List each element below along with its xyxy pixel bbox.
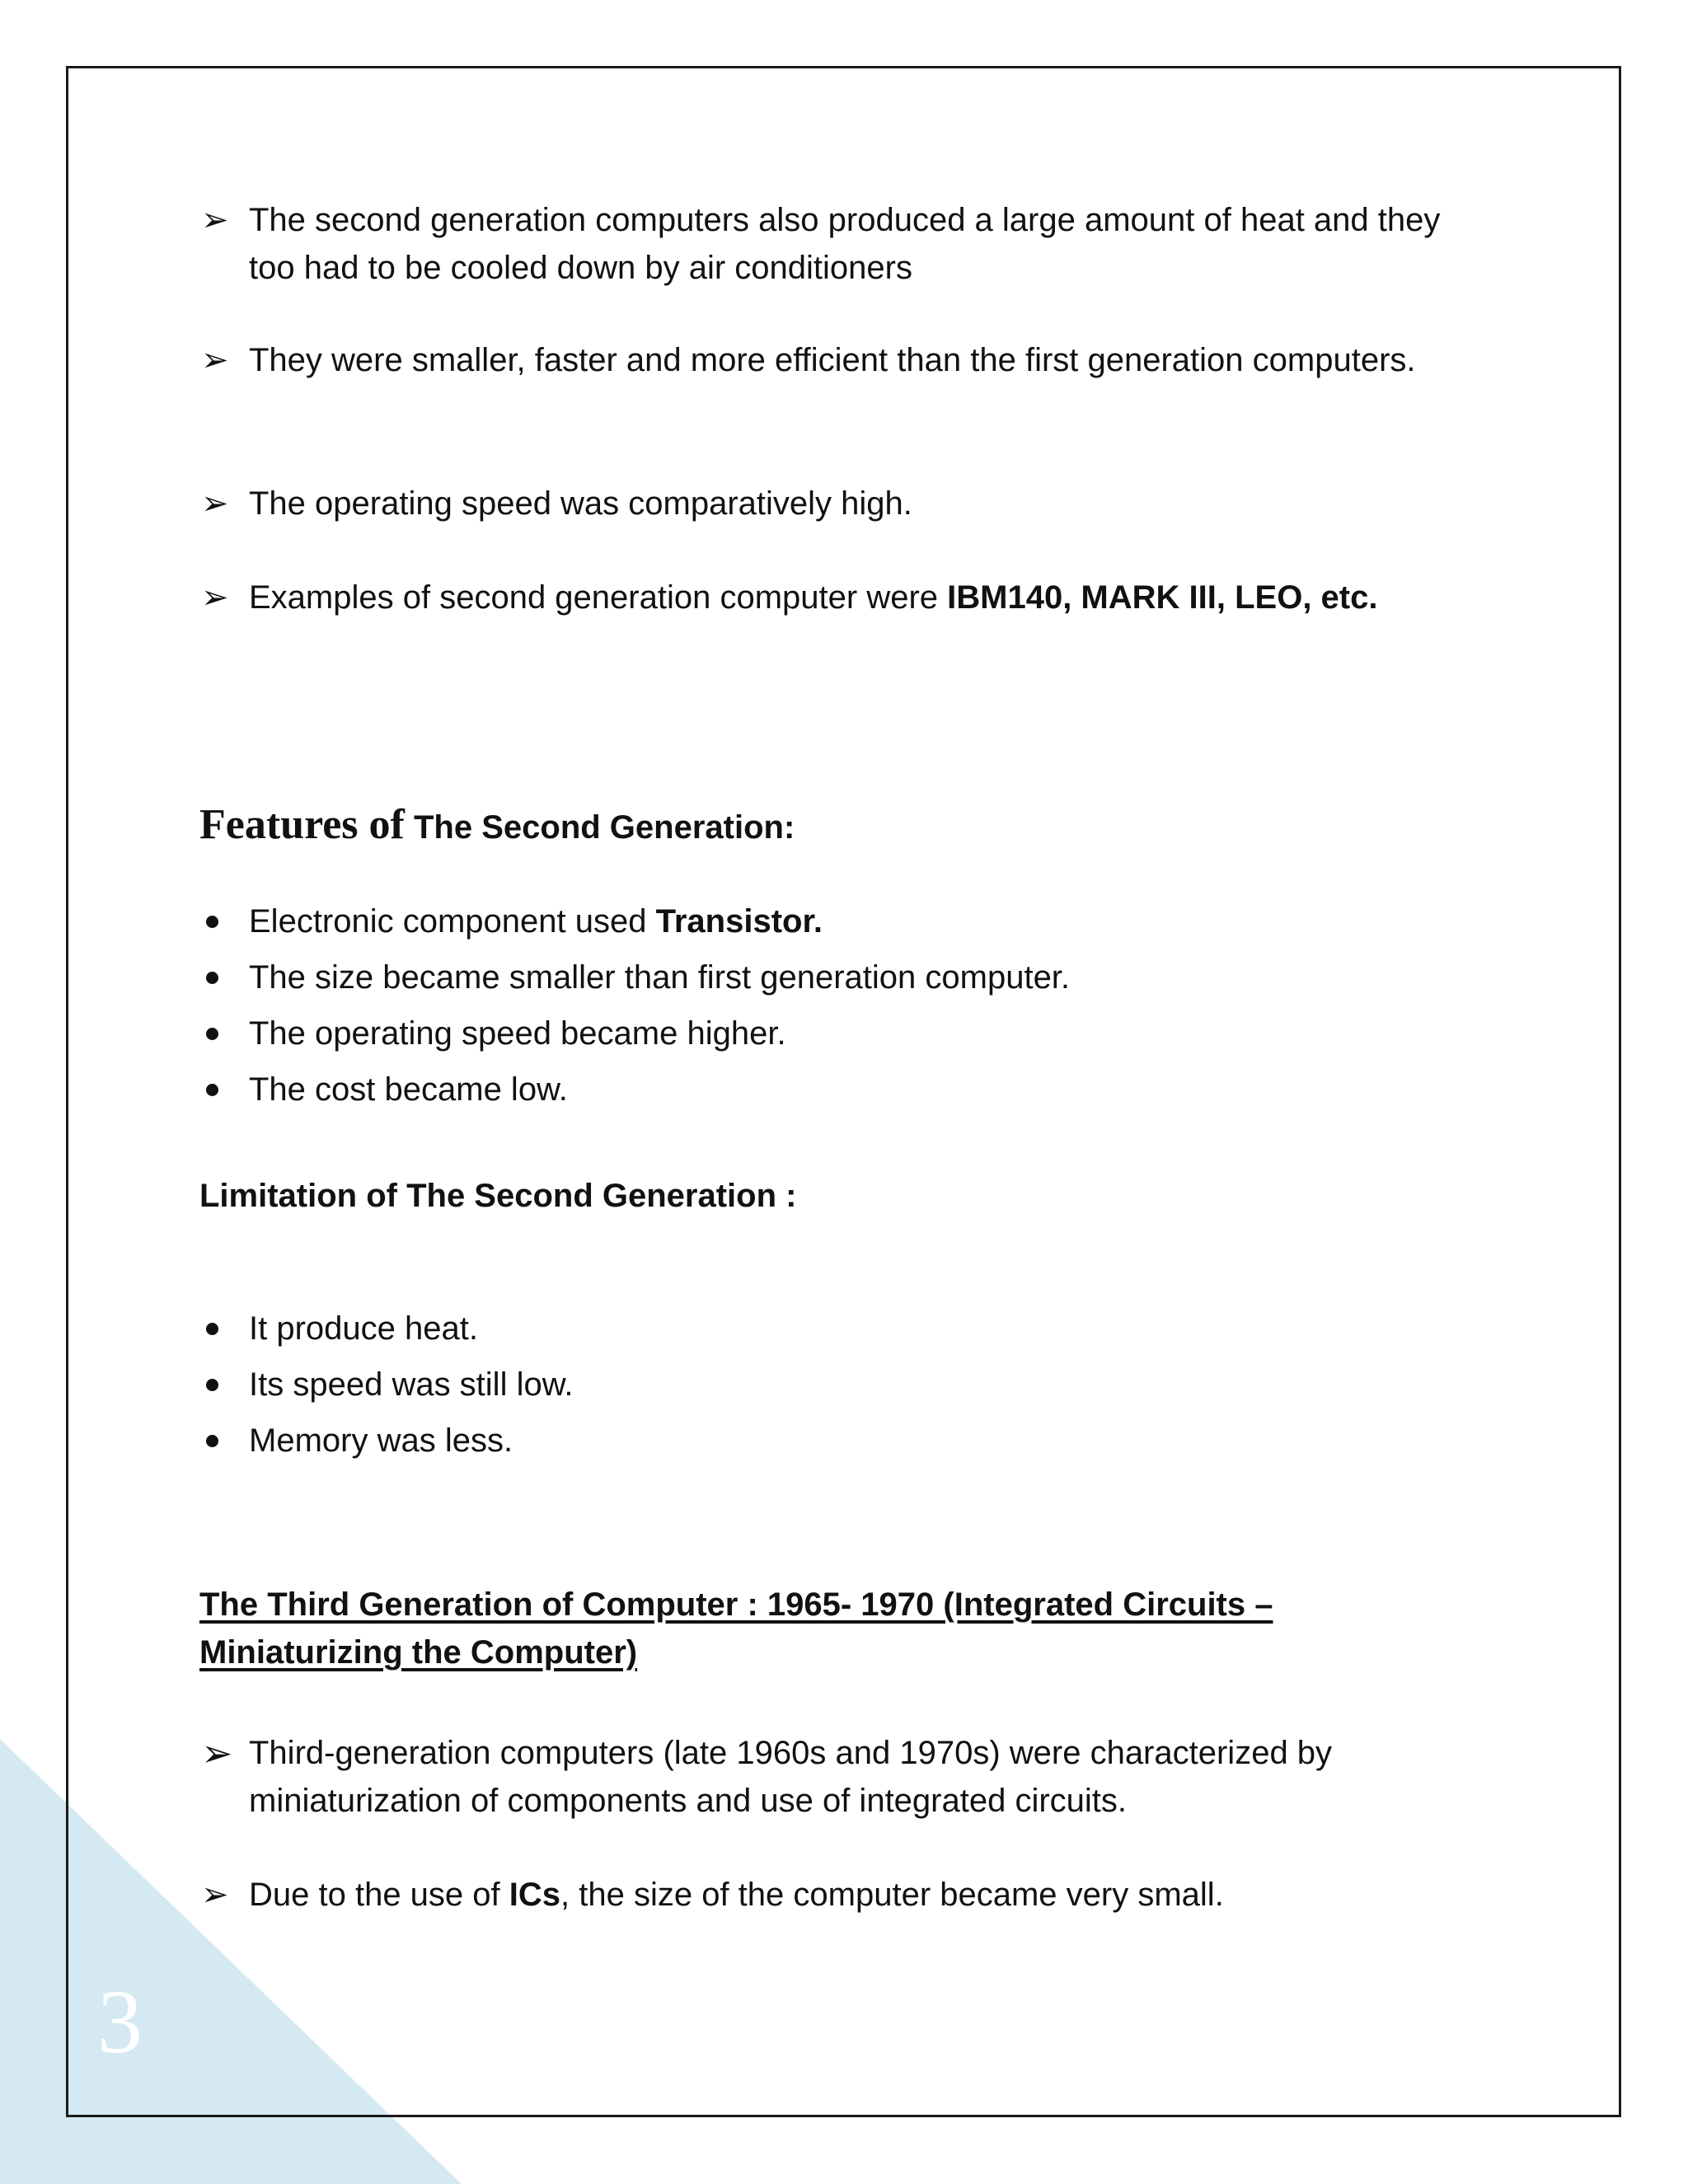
arrow-bullet-icon: ➢ <box>201 1732 233 1774</box>
third-gen-heading: The Third Generation of Computer : 1965- 1970 (Integrated Circuits – Miniaturizing the Computer) <box>199 1586 1273 1671</box>
point-text: Examples of second generation computer were <box>249 579 948 616</box>
arrow-bullet-icon: ➢ <box>201 342 229 378</box>
bullet-icon <box>206 1084 218 1096</box>
list-item: It produce heat. <box>249 1305 574 1361</box>
third-gen-point-1 <box>201 1729 1502 1825</box>
point-text: Third-generation computers (late 1960s and 1970s) were characterized by miniaturization of components and use of integrated circuits. <box>249 1735 1333 1819</box>
limitations-heading: Limitation of The Second Generation : <box>199 1178 797 1214</box>
point-text: The second generation computers also produced a large amount of heat and they too had to be cooled down by air conditioners <box>249 202 1441 286</box>
second-gen-point-3 <box>201 480 1469 527</box>
arrow-bullet-icon: ➢ <box>201 485 229 522</box>
point-text: They were smaller, faster and more efficient than the first generation computers. <box>249 342 1416 378</box>
arrow-bullet-icon: ➢ <box>201 202 229 238</box>
page-number: 3 <box>97 1971 143 2072</box>
list-item: Its speed was still low. <box>249 1361 574 1417</box>
list-item: The cost became low. <box>249 1066 1070 1122</box>
arrow-bullet-icon: ➢ <box>201 579 229 616</box>
ics-bold: ICs <box>509 1877 561 1913</box>
features-heading <box>199 801 795 851</box>
third-gen-point-2: ➢ Due to the use of ICs, the size of the computer became very small. <box>249 1871 1469 1919</box>
features-heading-part2: The Second Generation: <box>413 809 795 846</box>
features-heading-part1: Features of <box>199 801 405 848</box>
bullet-icon <box>206 1379 218 1391</box>
bullet-icon <box>206 972 218 984</box>
examples-bold: IBM140, MARK III, LEO, etc. <box>947 579 1378 616</box>
bullet-icon <box>206 916 218 928</box>
bullet-icon <box>206 1028 218 1040</box>
list-item: The size became smaller than first generation computer. <box>249 954 1070 1010</box>
point-text: The operating speed was comparatively high. <box>249 485 912 522</box>
arrow-bullet-icon: ➢ <box>201 1877 229 1913</box>
limitations-list <box>249 1305 574 1473</box>
features-list <box>249 898 1070 1122</box>
list-item: Memory was less. <box>249 1417 574 1473</box>
second-gen-point-1 <box>201 196 1469 292</box>
second-gen-point-4 <box>201 574 1452 621</box>
list-item: The operating speed became higher. <box>249 1010 1070 1066</box>
list-item: Electronic component used Transistor. <box>249 898 1070 954</box>
second-gen-point-2 <box>201 336 1469 384</box>
bullet-icon <box>206 1435 218 1447</box>
bullet-icon <box>206 1323 218 1335</box>
